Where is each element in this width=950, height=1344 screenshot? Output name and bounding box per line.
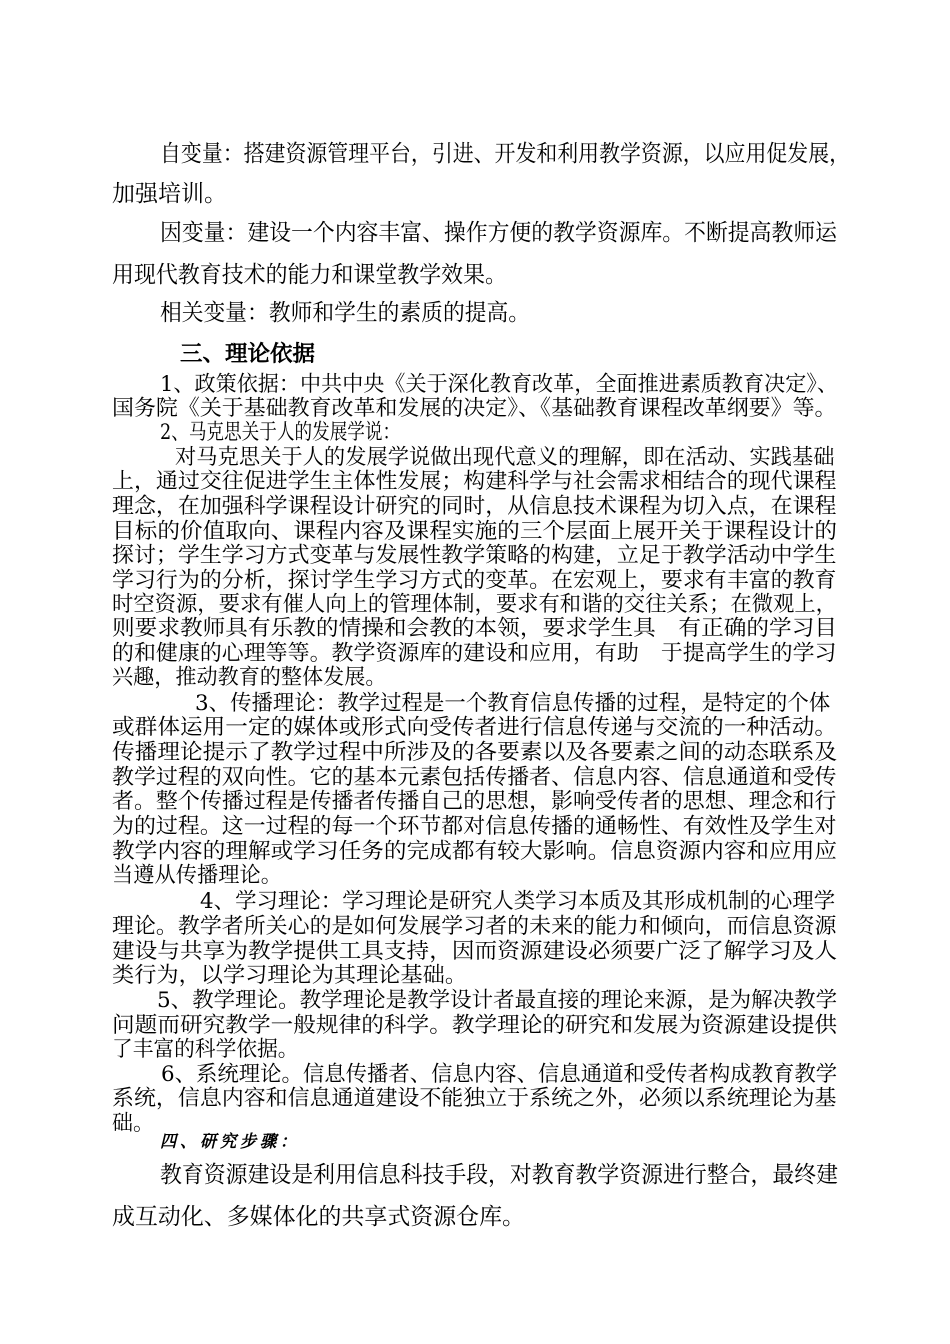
- paragraph-line: 4、学习理论：学习理论是研究人类学习本质及其形成机制的心理学: [200, 889, 836, 914]
- paragraph-line: 学习行为的分析，探讨学生学习方式的变革。在宏观上，要求有丰富的教育: [112, 568, 837, 593]
- paragraph-line: 3、传播理论：教学过程是一个教育信息传播的过程，是特定的个体: [195, 691, 831, 716]
- paragraph-line: 系统，信息内容和信息通道建设不能独立于系统之外，必须以系统理论为基: [112, 1086, 837, 1111]
- paragraph-line: 础。: [112, 1111, 155, 1136]
- paragraph-line: 传播理论提示了教学过程中所涉及的各要素以及各要素之间的动态联系及: [112, 740, 838, 765]
- related-variable-line: 相关变量：教师和学生的素质的提高。: [160, 300, 531, 326]
- section-heading-research-steps: 四、研究步骤：: [160, 1132, 301, 1152]
- paragraph-line: 教学内容的理解或学习任务的完成都有较大影响。信息资源内容和应用应: [112, 839, 838, 864]
- paragraph-line: 教学过程的双向性。它的基本元素包括传播者、信息内容、信息通道和受传: [112, 765, 837, 790]
- dependent-variable-line-1: 因变量：建设一个内容丰富、操作方便的教学资源库。不断提高教师运: [160, 220, 837, 246]
- paragraph-line: 1、政策依据：中共中央《关于深化教育改革，全面推进素质教育决定》、: [160, 372, 838, 397]
- paragraph-line: 对马克思关于人的发展学说做出现代意义的理解，即在活动、实践基础: [175, 445, 835, 470]
- paragraph-line: 者。整个传播过程是传播者传播自己的思想，影响受传者的思想、理念和行: [112, 789, 837, 814]
- paragraph-line: 为的过程。这一过程的每一个环节都对信息传播的通畅性、有效性及学生对: [112, 814, 837, 839]
- paragraph-line: 5、教学理论。教学理论是教学设计者最直接的理论来源，是为解决教学: [157, 988, 838, 1013]
- independent-variable-line-1: 自变量：搭建资源管理平台，引进、开发和利用教学资源，以应用促发展，: [160, 141, 851, 167]
- paragraph-line: 探讨；学生学习方式变革与发展性教学策略的构建，立足于教学活动中学生: [112, 543, 837, 568]
- paragraph-line: 2、马克思关于人的发展学说：: [160, 420, 401, 445]
- dependent-variable-line-2: 用现代教育技术的能力和课堂教学效果。: [112, 262, 507, 288]
- paragraph-line: 国务院《关于基础教育改革和发展的决定》、《基础教育课程改革纲要》等。: [112, 396, 837, 421]
- paragraph-line: 或群体运用一定的媒体或形式向受传者进行信息传递与交流的一种活动。: [112, 715, 838, 740]
- paragraph-line: 上，通过交往促进学生主体性发展；构建科学与社会需求相结合的现代课程: [112, 469, 837, 494]
- paragraph-line: 建设与共享为教学提供工具支持，因而资源建设必须要广泛了解学习及人: [112, 939, 838, 964]
- paragraph-line: 则要求教师具有乐教的情操和会教的本领，要求学生具 有正确的学习目: [112, 616, 838, 641]
- section-heading-theory: 三、理论依据: [180, 342, 316, 367]
- paragraph-line: 目标的价值取向、课程内容及课程实施的三个层面上展开关于课程设计的: [112, 519, 838, 544]
- paragraph-line: 教育资源建设是利用信息科技手段，对教育教学资源进行整合，最终建: [160, 1162, 838, 1188]
- paragraph-line: 当遵从传播理论。: [112, 863, 283, 888]
- paragraph-line: 理论。教学者所关心的是如何发展学习者的未来的能力和倾向，而信息资源: [112, 914, 837, 939]
- paragraph-line: 问题而研究教学一般规律的科学。教学理论的研究和发展为资源建设提供: [112, 1013, 838, 1038]
- independent-variable-line-2: 加强培训。: [112, 181, 227, 207]
- paragraph-line: 6、系统理论。信息传播者、信息内容、信息通道和受传者构成教育教学: [161, 1062, 838, 1087]
- paragraph-line: 兴趣，推动教育的整体发展。: [112, 665, 387, 690]
- paragraph-line: 理念，在加强科学课程设计研究的同时，从信息技术课程为切入点，在课程: [112, 494, 837, 519]
- paragraph-line: 的和健康的心理等等。教学资源库的建设和应用，有助 于提高学生的学习: [112, 641, 837, 666]
- paragraph-line: 成互动化、多媒体化的共享式资源仓库。: [112, 1204, 526, 1230]
- paragraph-line: 时空资源，要求有催人向上的管理体制，要求有和谐的交往关系；在微观上，: [112, 592, 838, 617]
- paragraph-line: 类行为，以学习理论为其理论基础。: [112, 963, 468, 988]
- paragraph-line: 了丰富的科学依据。: [112, 1037, 299, 1062]
